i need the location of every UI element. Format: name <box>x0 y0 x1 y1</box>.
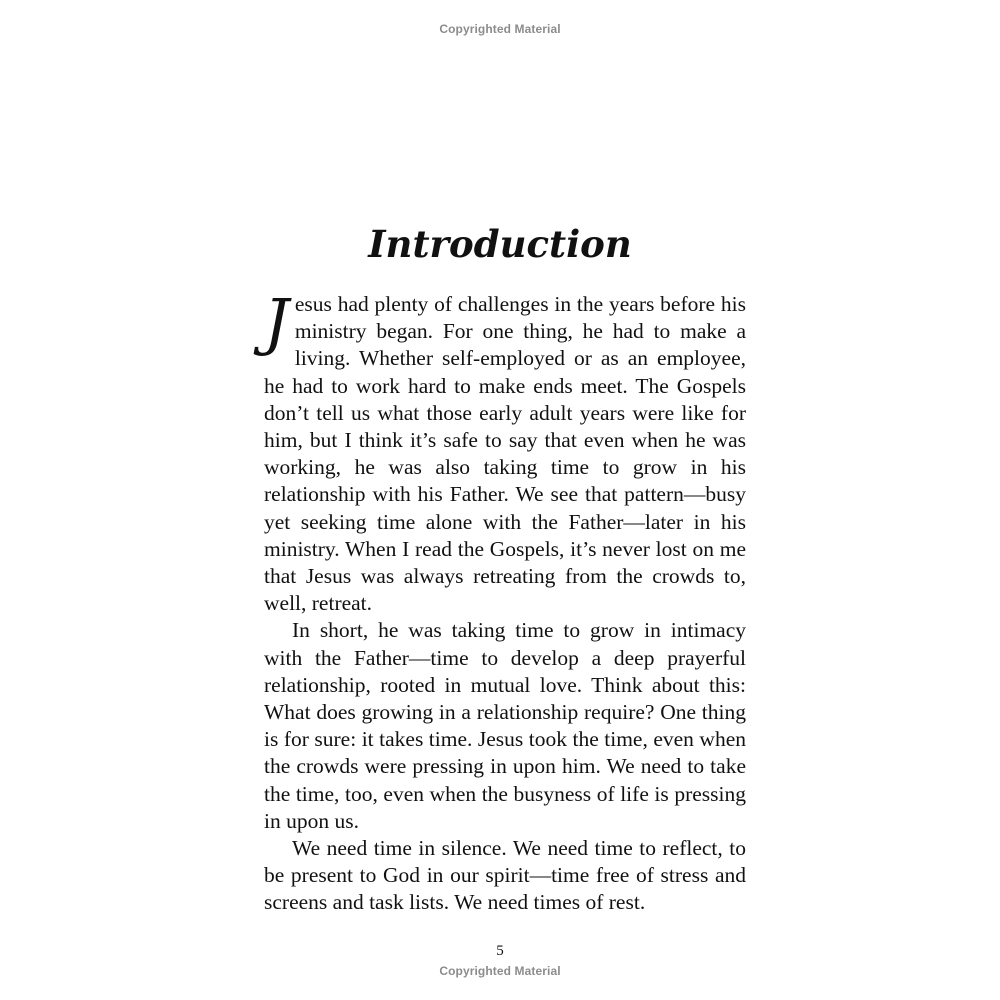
paragraph-1-text: esus had plenty of challenges in the years before his ministry began. For one thing, he had to make a living. Whether self-employed or as an employee, he had to work hard to make ends meet. The Gospels don’t tell us what those early adult years were like for him, but I think it’s safe to say that even when he was working, he was also taking time to grow in his relationship with his Father. We see that pattern—busy yet seeking time alone with the Father—later in his ministry. When I read the Gospels, it’s never lost on me that Jesus was always retreating from the crowds to, well, retreat. <box>264 292 746 616</box>
paragraph-1 <box>264 285 746 617</box>
chapter-title: Introduction <box>368 222 632 266</box>
watermark-bottom: Copyrighted Material <box>439 964 561 978</box>
page-number: 5 <box>496 943 504 959</box>
body-text <box>264 285 746 917</box>
watermark-top: Copyrighted Material <box>439 22 561 36</box>
drop-cap: J <box>264 285 289 358</box>
paragraph-2: In short, he was taking time to grow in intimacy with the Father—time to develop a deep prayerful relationship, rooted in mutual love. Think about this: What does growing in a relationship require? One thing is for sure: it takes time. Jesus took the time, even when the crowds were pressing in upon him. We need to take the time, too, even when the busyness of life is pressing in upon us. <box>264 618 746 833</box>
paragraph-3: We need time in silence. We need time to reflect, to be present to God in our spirit—time free of stress and screens and task lists. We need times of rest. <box>264 836 746 915</box>
